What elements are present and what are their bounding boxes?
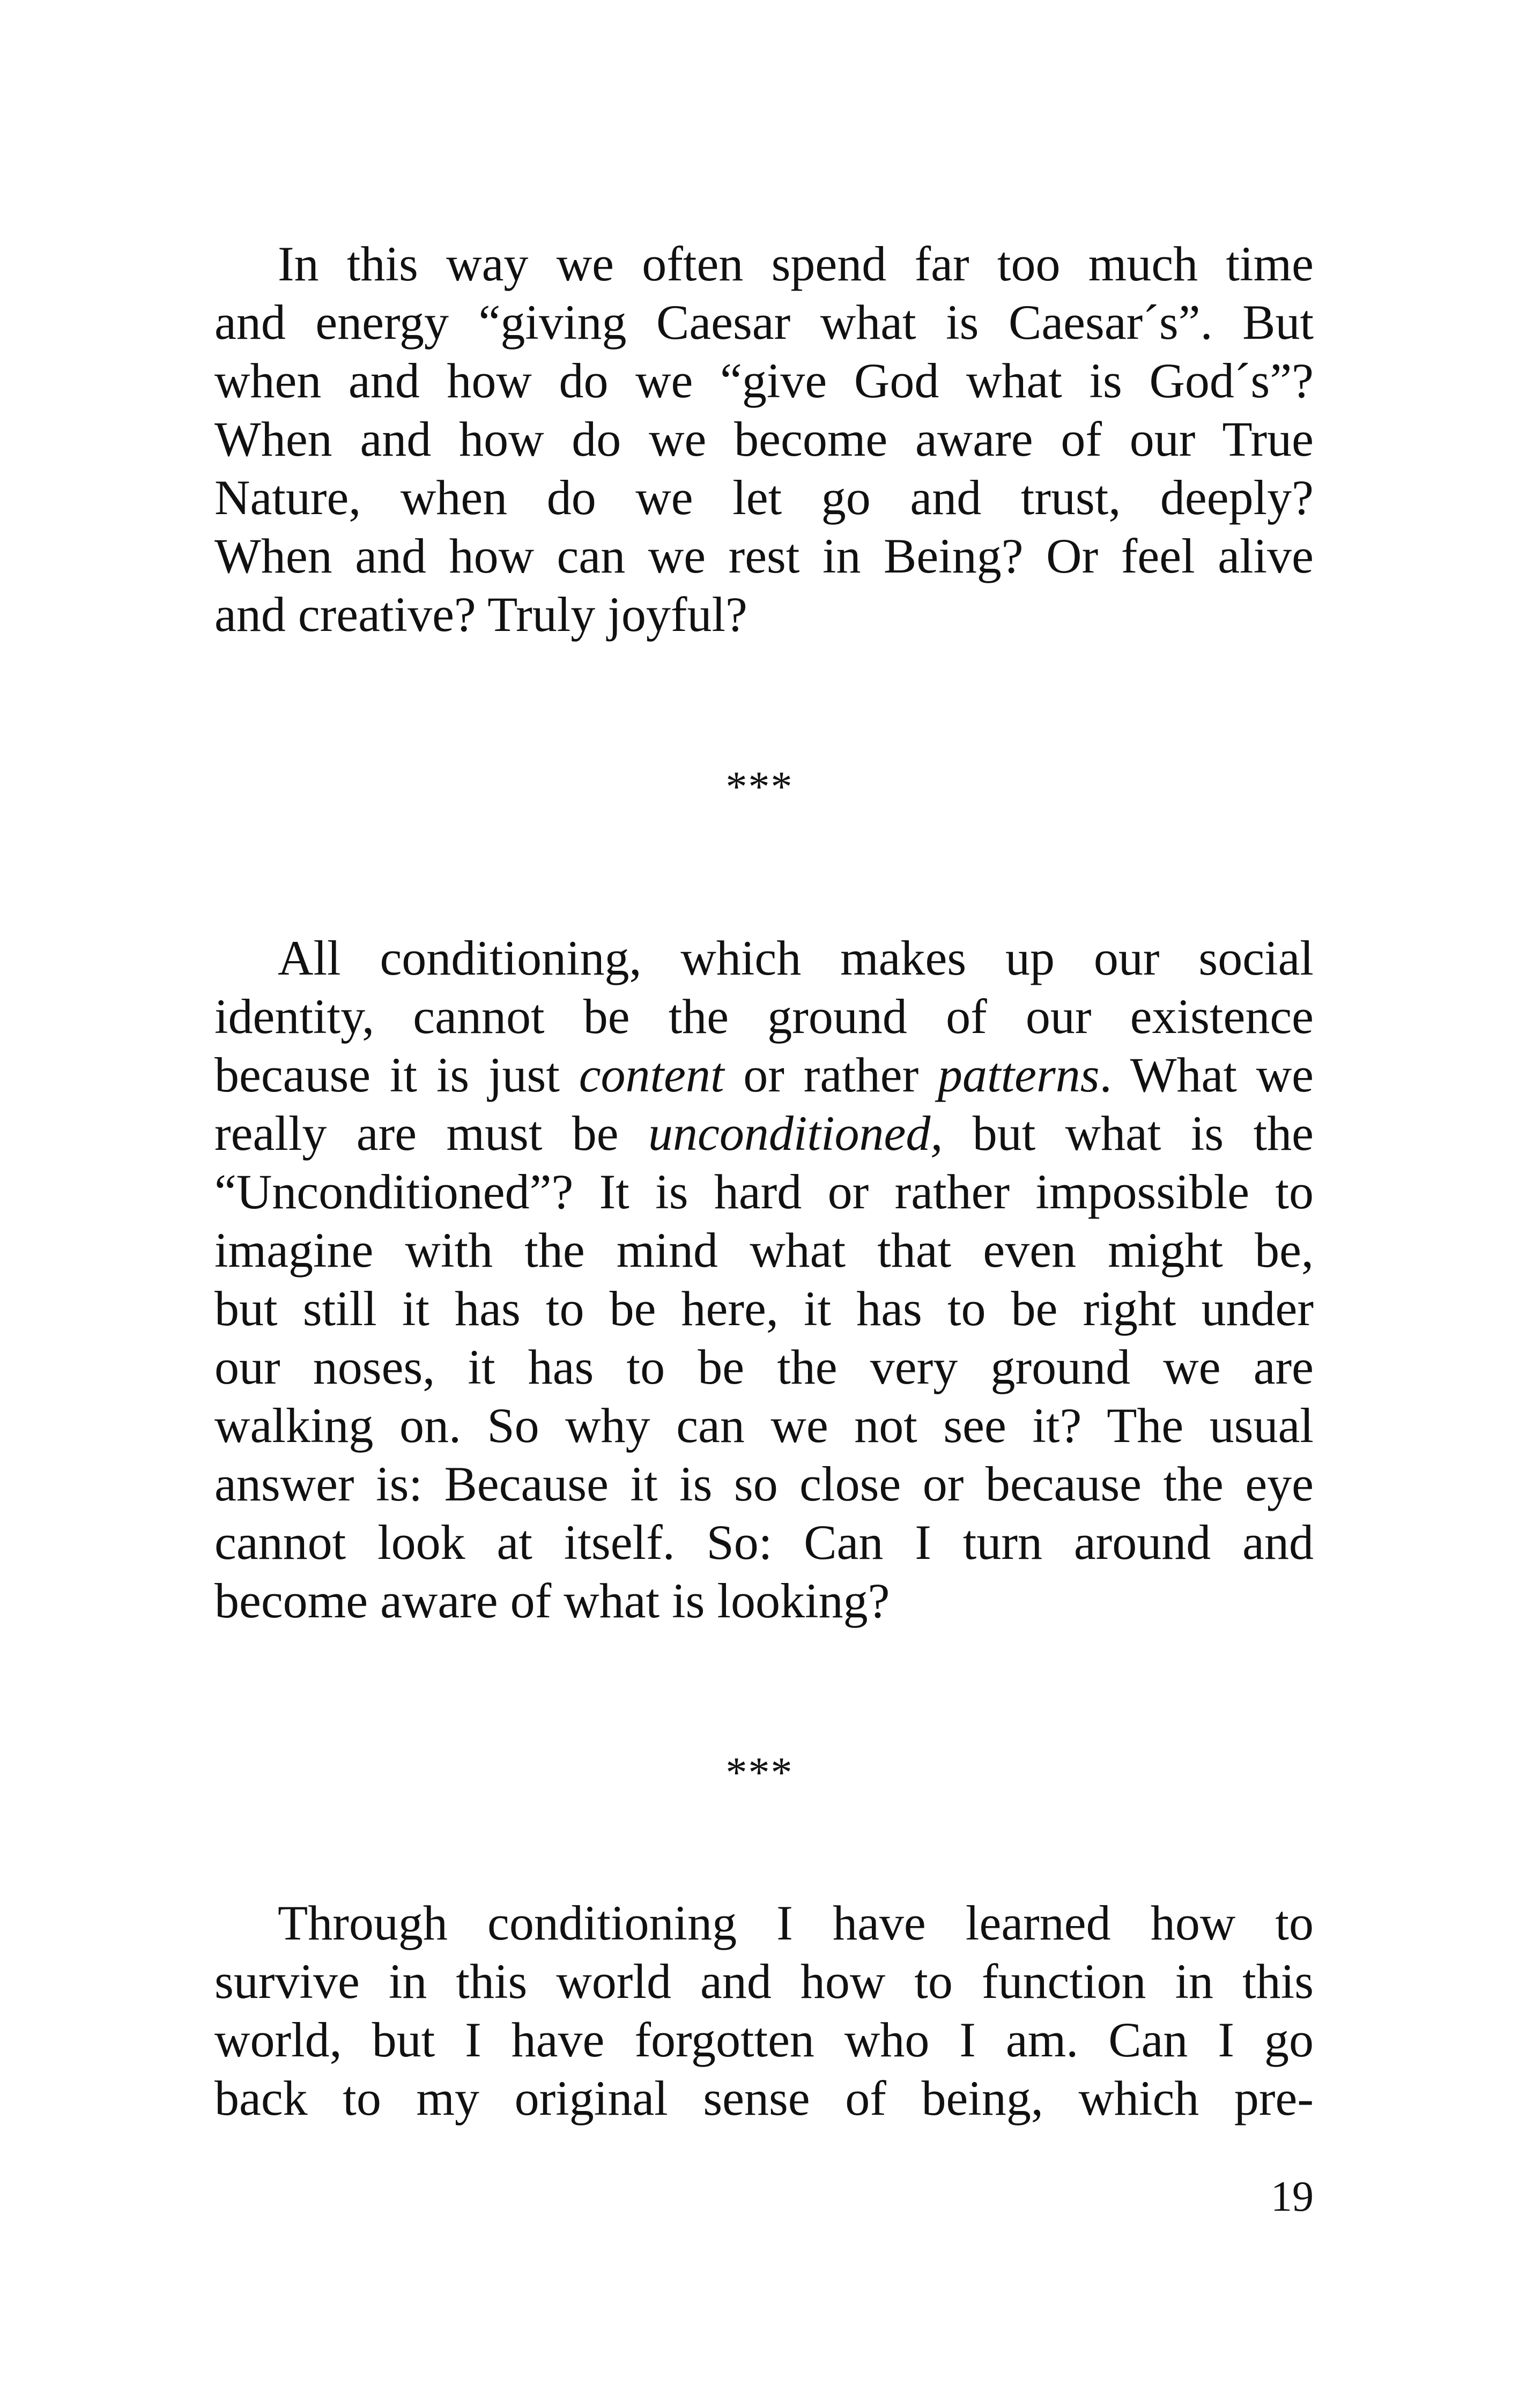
text-run: or rather xyxy=(724,1047,938,1102)
text-line: cannot look at itself. So: Can I turn around and xyxy=(214,1515,1314,1570)
text-line: and creative? Truly joyful? xyxy=(214,587,747,642)
paragraph-1 xyxy=(214,235,1314,644)
text-run: . What we xyxy=(1099,1047,1314,1102)
text-line: When and how do we become aware of our True xyxy=(214,412,1314,466)
section-separator: *** xyxy=(725,1749,794,1796)
text-line: back to my original sense of being, which pre- xyxy=(214,2071,1314,2125)
text-line: but still it has to be here, it has to be right under xyxy=(214,1281,1314,1336)
paragraph-2 xyxy=(214,929,1314,1630)
text-line: and energy “giving Caesar what is Caesar´s”. But xyxy=(214,295,1314,350)
text-line: our noses, it has to be the very ground we are xyxy=(214,1340,1314,1394)
page-number: 19 xyxy=(1271,2173,1314,2220)
text-run: because it is just xyxy=(214,1047,579,1102)
emphasis-content: content xyxy=(579,1047,724,1102)
text-line: survive in this world and how to function in this xyxy=(214,1954,1314,2009)
text-line: When and how can we rest in Being? Or feel alive xyxy=(214,529,1314,583)
text-line: answer is: Because it is so close or because the eye xyxy=(214,1456,1314,1511)
text-line: world, but I have forgotten who I am. Can I go xyxy=(214,2012,1314,2067)
emphasis-patterns: patterns xyxy=(938,1047,1100,1102)
text-line: identity, cannot be the ground of our existence xyxy=(214,989,1314,1044)
text-line: become aware of what is looking? xyxy=(214,1573,890,1628)
emphasis-unconditioned: unconditioned, xyxy=(648,1106,943,1161)
text-line: In this way we often spend far too much time xyxy=(278,236,1314,291)
text-run: but what is the xyxy=(943,1106,1314,1161)
text-line-with-emphasis xyxy=(214,1046,1314,1104)
text-line: imagine with the mind what that even might be, xyxy=(214,1223,1314,1277)
text-line-with-emphasis xyxy=(214,1104,1314,1163)
text-line: Nature, when do we let go and trust, deeply? xyxy=(214,470,1314,525)
text-line: Through conditioning I have learned how to xyxy=(278,1896,1314,1950)
text-line: walking on. So why can we not see it? The usual xyxy=(214,1398,1314,1453)
section-separator: *** xyxy=(725,763,794,811)
text-line: when and how do we “give God what is God´s”? xyxy=(214,353,1314,408)
text-line: “Unconditioned”? It is hard or rather impossible to xyxy=(214,1164,1314,1219)
text-run: really are must be xyxy=(214,1106,648,1161)
paragraph-3 xyxy=(214,1894,1314,2128)
text-line: All conditioning, which makes up our social xyxy=(278,931,1314,985)
